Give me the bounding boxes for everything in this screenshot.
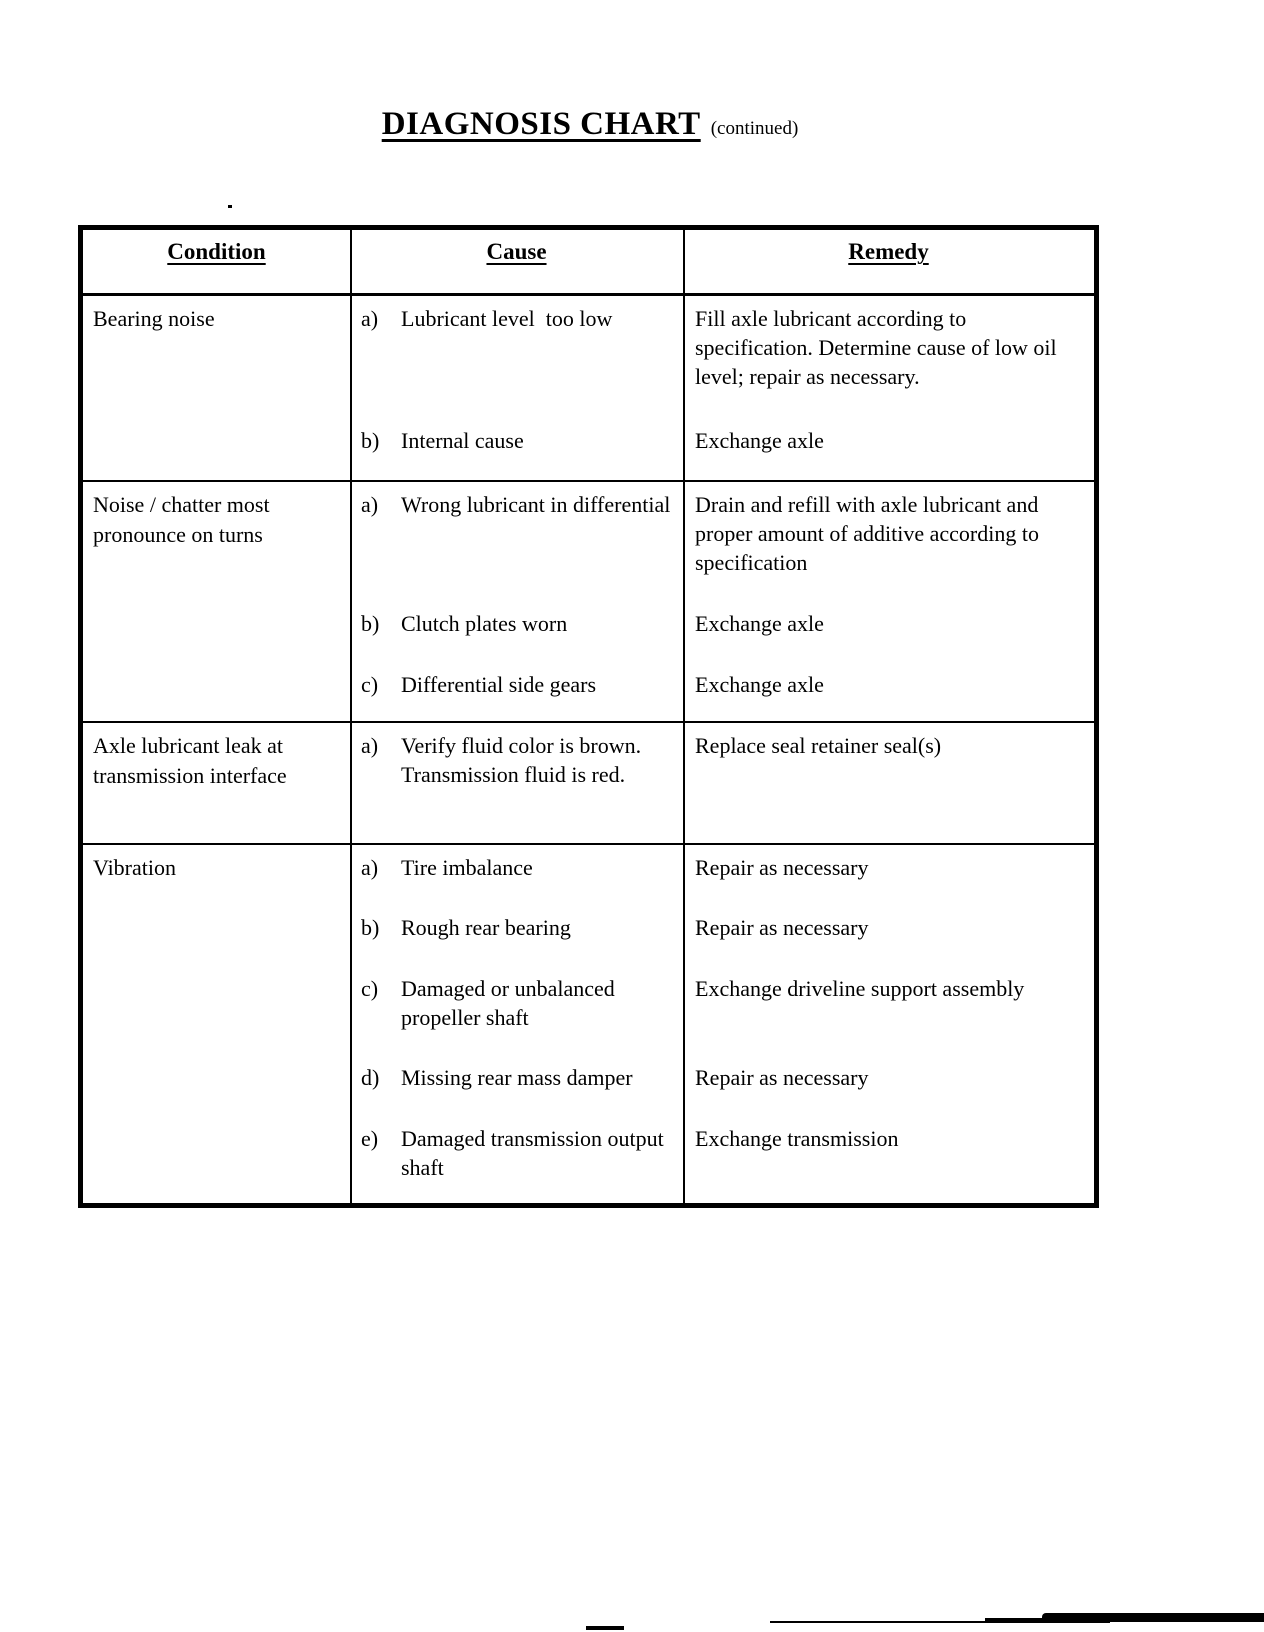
- cause-item-text: Wrong lubricant in differential: [401, 492, 671, 517]
- header-remedy: Remedy: [848, 239, 929, 264]
- column-divider: [683, 723, 685, 843]
- cause-item-text: Clutch plates worn: [401, 611, 568, 636]
- page-title-continued: (continued): [710, 118, 799, 139]
- cause-item-label: b): [361, 428, 380, 453]
- table-header-row: [83, 230, 1094, 293]
- cause-item-label: e): [361, 1125, 379, 1151]
- cause-item-label: b): [361, 915, 380, 941]
- scan-streak: [1042, 1613, 1264, 1622]
- remedy-item: Replace seal retainer seal(s): [695, 733, 942, 758]
- cause-item: [352, 974, 683, 1032]
- condition-cell: Noise / chatter most pronounce on turns: [93, 492, 270, 547]
- cause-item: [352, 913, 683, 942]
- page-title: [0, 106, 1180, 143]
- header-cause: Cause: [486, 239, 547, 264]
- remedy-item: Repair as necessary: [695, 915, 869, 941]
- column-divider: [350, 482, 352, 721]
- remedy-item: Exchange transmission: [695, 1125, 899, 1151]
- column-divider: [683, 230, 685, 293]
- cause-item: [352, 426, 683, 455]
- cause-item-text: Differential side gears: [401, 672, 597, 697]
- diagnosis-table: [78, 225, 1099, 1208]
- column-divider: [350, 723, 352, 843]
- scan-speck: [586, 1626, 624, 1630]
- table-row: [83, 721, 1094, 843]
- cause-item: [352, 490, 683, 519]
- table-row: [83, 480, 1094, 721]
- cause-item: [352, 304, 683, 333]
- column-divider: [350, 296, 352, 480]
- remedy-item: Exchange axle: [695, 611, 824, 636]
- cause-item: [352, 609, 683, 638]
- cause-item: [352, 853, 683, 882]
- cause-item-text: Tire imbalance: [401, 855, 533, 880]
- condition-cell: Bearing noise: [93, 306, 215, 331]
- cause-item-label: a): [361, 733, 379, 758]
- column-divider: [683, 296, 685, 480]
- cause-item: [352, 670, 683, 699]
- cause-item-text: Internal cause: [401, 428, 524, 453]
- column-divider: [350, 845, 352, 1203]
- cause-item-label: a): [361, 855, 379, 880]
- remedy-item: Fill axle lubricant according to specification. Determine cause of low oil level; repair as necessary.: [695, 306, 1063, 389]
- column-divider: [350, 230, 352, 293]
- column-divider: [683, 845, 685, 1203]
- header-condition: Condition: [167, 239, 266, 264]
- cause-item-text: Missing rear mass damper: [401, 1065, 633, 1091]
- cause-item-label: c): [361, 672, 379, 697]
- cause-item-label: c): [361, 975, 379, 1001]
- remedy-item: Exchange driveline support assembly: [695, 975, 1025, 1001]
- cause-item-text: Rough rear bearing: [401, 915, 571, 941]
- table-row: [83, 293, 1094, 480]
- remedy-item: Exchange axle: [695, 672, 824, 697]
- cause-item-label: a): [361, 492, 379, 517]
- cause-item-label: d): [361, 1065, 380, 1091]
- cause-item-text: Damaged transmission output shaft: [401, 1125, 670, 1180]
- page-title-text: DIAGNOSIS CHART: [381, 106, 701, 142]
- cause-item-text: Lubricant level too low: [401, 306, 613, 331]
- cause-item: [352, 731, 683, 789]
- cause-item: [352, 1063, 683, 1092]
- table-row: [83, 843, 1094, 1203]
- remedy-item: Drain and refill with axle lubricant and proper amount of additive according to specification: [695, 492, 1045, 575]
- cause-item-text: Verify fluid color is brown. Transmission fluid is red.: [401, 733, 652, 787]
- cause-item-label: a): [361, 306, 379, 331]
- cause-item-text: Damaged or unbalanced propeller shaft: [401, 975, 621, 1030]
- column-divider: [683, 482, 685, 721]
- remedy-item: Repair as necessary: [695, 1065, 869, 1091]
- remedy-item: Repair as necessary: [695, 855, 869, 880]
- condition-cell: Vibration: [93, 855, 176, 880]
- remedy-item: Exchange axle: [695, 428, 824, 453]
- condition-cell: Axle lubricant leak at transmission interface: [93, 733, 287, 788]
- cause-item-label: b): [361, 611, 380, 636]
- cause-item: [352, 1124, 683, 1182]
- scan-speck: [228, 205, 232, 208]
